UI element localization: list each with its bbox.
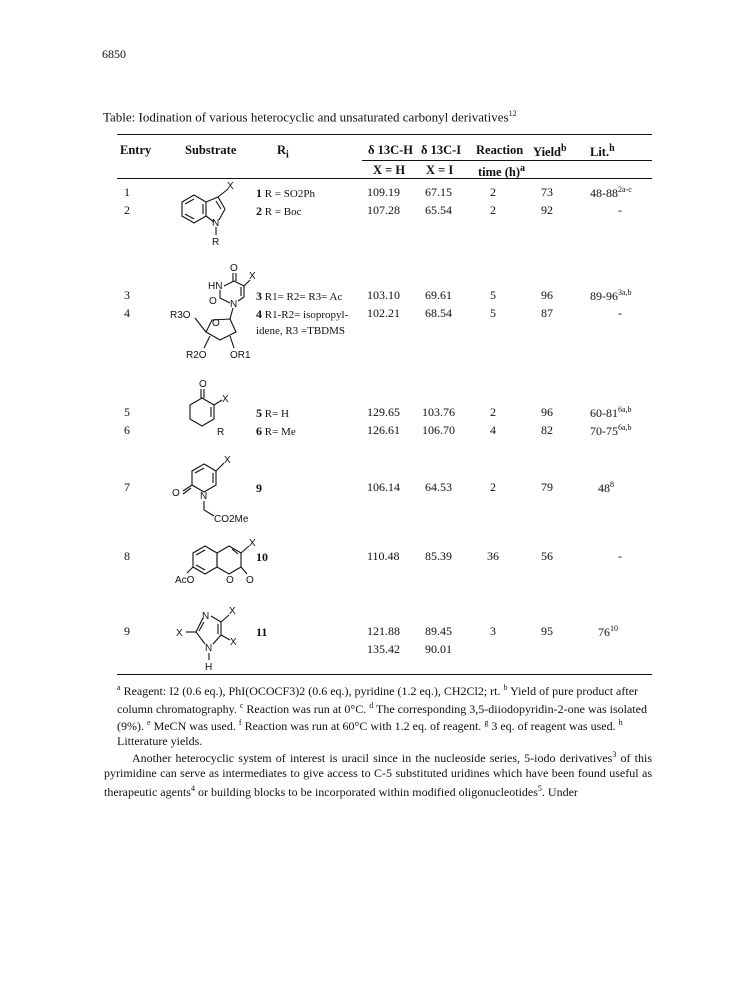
x-bond [241,546,249,553]
c2-bond [230,336,234,348]
header-bottom-rule [117,178,652,179]
ch2-bond [204,501,214,516]
header-reaction: Reaction [476,143,524,157]
table-caption [103,109,517,125]
r-cell: 3 R1= R2= R3= Ac [256,289,343,303]
x-label: X [229,606,236,617]
header-13c-i: δ 13C-I [421,143,462,157]
lit-cell: - [618,549,622,563]
aco-bond [187,567,193,573]
r-label: R [217,427,225,438]
hn-label: HN [208,281,223,292]
r-cell: 5 R= H [256,406,289,420]
c13i-cell: 106.70 [422,423,455,437]
cyclohexenone-structure [180,378,240,440]
footnote-d: The corresponding 3,5-diiodopyridin-2-one was isolated (9%). [117,701,647,733]
o-label: O [172,488,180,499]
ring-bond [211,616,221,622]
yield-cell: 92 [541,203,553,217]
r-label: R [212,237,220,248]
x-bond-3 [221,635,230,640]
yield-cell: 82 [541,423,553,437]
c13i-cell: 65.54 [425,203,452,217]
ring-bond [219,209,225,220]
c13i-cell: 68.54 [425,306,452,320]
x-label: X [249,538,256,549]
ch2-bond [195,318,206,332]
lit-cell: $70-75^{6a,b}$ [590,423,632,438]
r-cell: 11 [256,625,268,639]
o-label-2: O [209,296,217,307]
lit-cell: $60-81^{6a,b}$ [590,405,632,420]
x-label-3: X [230,637,237,648]
pyridinone-structure [168,452,258,528]
header-substrate: Substrate [185,143,237,157]
imidazole-structure [174,602,254,672]
ring-bond [196,632,205,644]
entry-cell: 7 [124,480,130,494]
or1-label: OR1 [230,350,251,361]
entry-cell: 6 [124,423,130,437]
r-cell: 1 R = SO2Ph [256,186,315,200]
ring-bond [213,635,221,644]
c3-bond [204,336,210,348]
n-label: N [212,218,220,229]
ring-bond [224,281,234,286]
footnote-h: Litterature yields. [117,733,203,748]
r-cell: 4 R1-R2= isopropyl- [256,307,349,321]
c13i-cell: 64.53 [425,480,452,494]
c13i-cell-2: 90.01 [425,642,452,656]
entry-cell: 9 [124,624,130,638]
aco-label: AcO [175,575,195,586]
time-cell: 5 [490,288,496,302]
r-cell: 9 [256,481,262,495]
footnote-a: Reagent: I2 (0.6 eq.), PhI(OCOCF3)2 (0.6 eq.), pyridine (1.2 eq.), CH2Cl2; rt. [123,684,501,698]
c13h-cell-2: 135.42 [367,642,400,656]
yield-cell: 96 [541,288,553,302]
header-13c-h: δ 13C-H [368,143,414,157]
header-yield: Yield$^b$ [533,143,567,160]
lit-cell: $48^8$ [598,480,614,495]
c13h-cell: 102.21 [367,306,400,320]
header-ri: $R_i$ [277,143,289,161]
caption-text: Table: Iodination of various heterocyclic and unsaturated carbonyl derivatives [103,109,509,125]
lit-cell: - [618,306,622,320]
c13h-cell: 103.10 [367,288,400,302]
page-number: 6850 [102,47,126,61]
entry-cell: 1 [124,185,130,199]
time-cell: 2 [490,185,496,199]
footnote-b: Yield of pure product after column chromatography. [117,684,639,716]
x-label-2: X [176,628,183,639]
carbonyl-bond [241,567,247,574]
entry-cell: 8 [124,549,130,563]
n-label: N [200,491,208,502]
time-cell: 3 [490,624,496,638]
coumarin-structure [175,534,265,588]
yield-cell: 79 [541,480,553,494]
c13h-cell: 106.14 [367,480,400,494]
footnote-g: 3 eq. of reagent was used. [491,719,616,733]
time-cell: 2 [490,480,496,494]
c13h-cell: 129.65 [367,405,400,419]
c13i-cell: 103.76 [422,405,455,419]
header-mid-rule [362,160,652,161]
header-entry: Entry [120,143,152,157]
x-label: X [222,394,229,405]
lit-cell: $76^{10}$ [598,624,618,639]
c13h-cell: 109.19 [367,185,400,199]
entry-cell: 4 [124,306,130,320]
header-time: time $(h)^a$ [478,163,525,180]
r-cell-line2: idene, R3 =TBDMS [256,325,346,337]
lit-cell: - [618,203,622,217]
body-paragraph: Another heterocyclic system of interest is uracil since in the nucleoside series, 5-iodo derivatives$^3$ of this pyrimidine can serve as intermediates to give access to C-5 substituted uridines which have been found useful as therapeutic agents$^4$ or building blocks to be incorporated within modified oligonucleotides$^5$. Under [104,750,652,799]
yield-cell: 96 [541,405,553,419]
yield-cell: 56 [541,549,553,563]
ring-bond [218,197,225,209]
n-label: N [230,299,238,310]
footnote-c: Reaction was run at 0°C. [246,701,367,716]
indole-structure [170,180,250,252]
double-bond [216,201,221,209]
c13h-cell: 126.61 [367,423,400,437]
r-cell: 6 R= Me [256,424,296,438]
c13h-cell: 107.28 [367,203,400,217]
lit-cell: $89-96^{3a,b}$ [590,288,632,303]
header-x-h: X = H [373,163,406,177]
n-label: N [202,611,210,622]
r-cell: 2 R = Boc [256,204,302,218]
yield-cell: 95 [541,624,553,638]
time-cell: 5 [490,306,496,320]
caption-ref: 12 [508,109,517,118]
ring-bond [190,398,214,426]
x-bond [216,463,224,471]
c13i-cell: 85.39 [425,549,452,563]
time-cell: 2 [490,203,496,217]
nh-n-label: N [205,643,213,654]
time-cell: 2 [490,405,496,419]
pyrone-ring-bond [217,546,241,574]
x-bond [221,615,229,622]
co2me-label: CO2Me [214,514,249,525]
footnote-f: Reaction was run at 60°C with 1.2 eq. of reagent. [244,719,482,733]
lit-cell: $48-88^{2a-c}$ [590,185,632,200]
footnote-e: MeCN was used. [153,719,236,733]
o-label: O [199,379,207,390]
sugar-ring-bond [206,319,236,340]
o-label: O [230,263,238,274]
yield-cell: 87 [541,306,553,320]
ring-o-label: O [212,318,220,329]
h-label: H [205,662,213,673]
entry-cell: 2 [124,203,130,217]
header-x-i: X = I [426,163,454,177]
uridine-structure [150,262,260,362]
o-label: O [246,575,254,586]
x-label: X [224,455,231,466]
c13h-cell: 110.48 [367,549,400,563]
ring-o-label: O [226,575,234,586]
r2o-label: R2O [186,350,207,361]
c13h-cell: 121.88 [367,624,400,638]
r3o-label: R3O [170,310,191,321]
ring-bond [238,297,244,301]
x-label: X [227,181,234,192]
c13i-cell: 69.61 [425,288,452,302]
ring-bond [220,298,230,303]
x-bond [214,400,222,405]
entry-cell: 3 [124,288,130,302]
entry-cell: 5 [124,405,130,419]
footnotes: $^a$ Reagent: I2 (0.6 eq.), PhI(OCOCF3)2 (0.6 eq.), pyridine (1.2 eq.), CH2Cl2; rt. $^b$ Yield of pure product after column chromatography. $^c$ Reaction was run at 0°C. $^d$ The corresponding 3,5-diiodopyridin-2-one was isolated (9%). $^e$ MeCN was used. $^f$ Reaction was run at 60°C with 1.2 eq. of reagent. $^g$ 3 eq. of reagent was used. $^h$ Litterature yields. [117,683,647,748]
x-label: X [249,271,256,282]
r-cell: 10 [256,550,268,564]
yield-cell: 73 [541,185,553,199]
header-lit: Lit.$^h$ [590,143,615,160]
table-top-rule [117,134,652,135]
time-cell: 4 [490,423,496,437]
c13i-cell: 89.45 [425,624,452,638]
table-bottom-rule [117,674,652,675]
ring-bond [234,281,244,286]
time-cell: 36 [487,549,499,563]
c13i-cell: 67.15 [425,185,452,199]
